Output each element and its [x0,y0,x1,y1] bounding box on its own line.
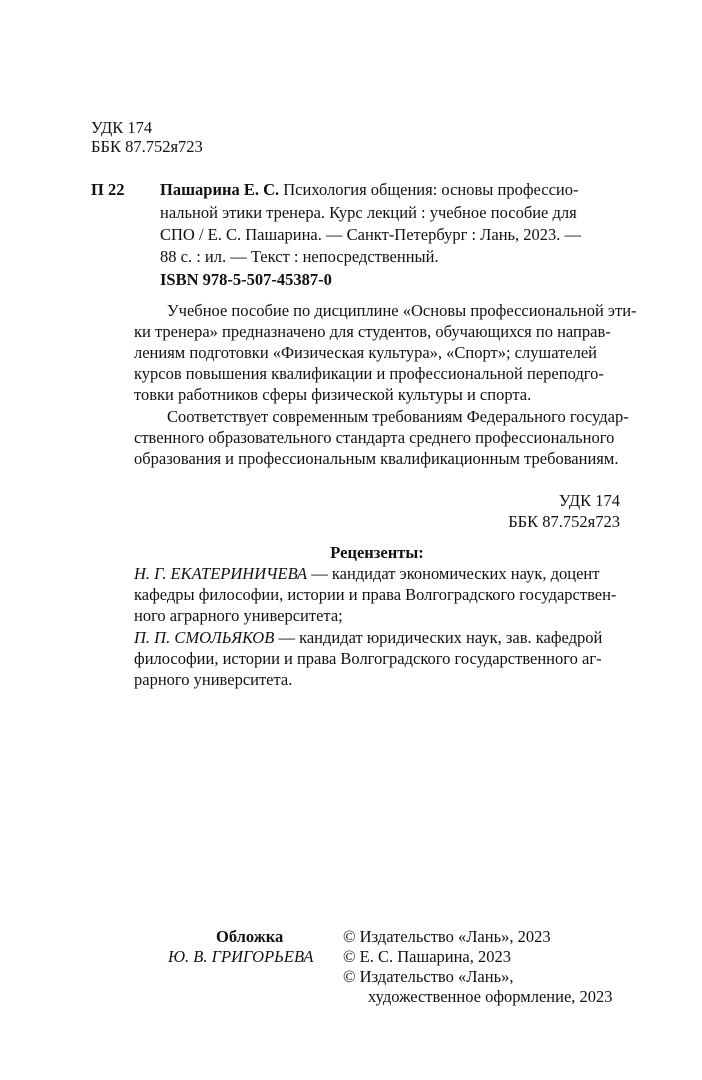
annotation-line: Соответствует современным требованиям Федерального государ- [167,407,629,426]
bibliographic-line-2: нальной этики тренера. Курс лекций : учебное пособие для [160,203,577,222]
cover-label: Обложка [216,927,284,946]
copyright-publisher: © Издательство «Лань», 2023 [343,927,551,946]
annotation-line: Учебное пособие по дисциплине «Основы профессиональной эти- [167,301,637,320]
reviewer-1-line-3: ного аграрного университета; [134,606,343,625]
bibliographic-line-3: СПО / Е. С. Пашарина. — Санкт-Петербург : Лань, 2023. — [160,225,582,244]
copyright-author: © Е. С. Пашарина, 2023 [343,947,511,966]
bibliographic-line-1 [160,180,578,200]
bbk-code-top: ББК 87.752я723 [91,137,203,156]
reviewers-heading: Рецензенты: [330,543,424,562]
annotation-line: ственного образовательного стандарта среднего профессионального [134,428,615,447]
annotation-line: товки работников сферы физической культуры и спорта. [134,385,532,404]
reviewer-2-line-1: П. П. СМОЛЬЯКОВ — кандидат юридических наук, зав. кафедрой [134,628,603,647]
reviewer-2-name: П. П. СМОЛЬЯКОВ [134,628,275,647]
annotation-line: лениям подготовки «Физическая культура», «Спорт»; слушателей [134,343,598,362]
annotation-line: курсов повышения квалификации и профессиональной переподго- [134,364,604,383]
udk-code-right: УДК 174 [558,491,620,510]
copyright-design: © Издательство «Лань», [343,967,514,986]
annotation-line: ки тренера» предназначено для студентов, обучающихся по направ- [134,322,611,341]
annotation-line: образования и профессиональным квалификационным требованиям. [134,449,619,468]
bibliographic-line-4: 88 с. : ил. — Текст : непосредственный. [160,247,439,266]
reviewer-1-line-2: кафедры философии, истории и права Волгоградского государствен- [134,585,617,604]
reviewer-1-line-1: Н. Г. ЕКАТЕРИНИЧЕВА — кандидат экономических наук, доцент [134,564,600,583]
copyright-design-continued: художественное оформление, 2023 [368,987,613,1006]
cover-artist: Ю. В. ГРИГОРЬЕВА [168,947,314,966]
isbn: ISBN 978-5-507-45387-0 [160,270,332,289]
bibliographic-title: Психология общения: основы профессио- [279,180,579,199]
reviewer-2-line-3: рарного университета. [134,670,293,689]
reviewer-2-line-2: философии, истории и права Волгоградского государственного аг- [134,649,602,668]
bbk-code-right: ББК 87.752я723 [508,512,620,531]
reviewer-1-name: Н. Г. ЕКАТЕРИНИЧЕВА [134,564,308,583]
udk-code-top: УДК 174 [91,118,153,137]
author-name: Пашарина Е. С. [160,180,280,199]
author-mark: П 22 [91,180,125,199]
